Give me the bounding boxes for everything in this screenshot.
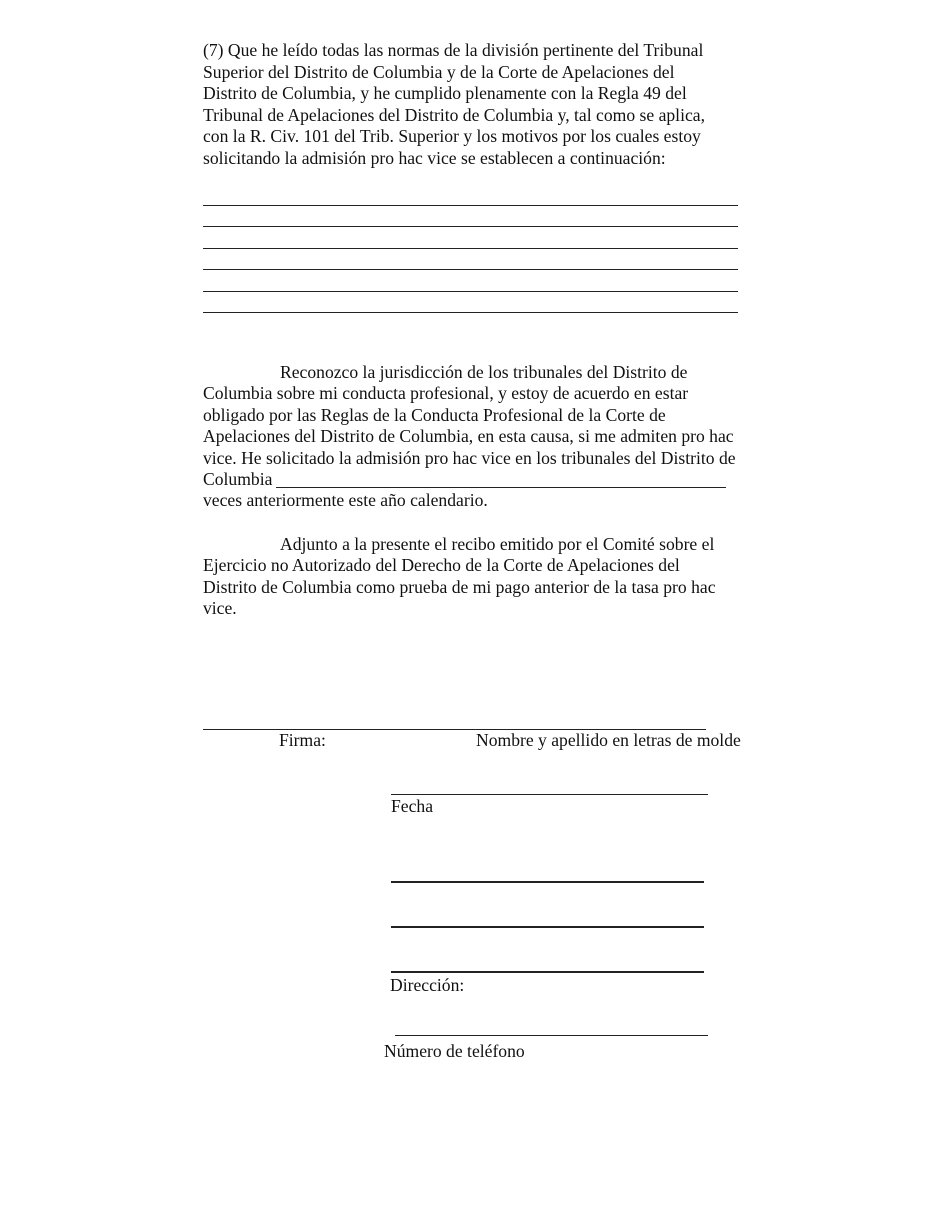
prior-admissions-count-line[interactable] xyxy=(276,487,726,488)
date-line[interactable] xyxy=(391,794,708,795)
receipt-line-3: Distrito de Columbia como prueba de mi pago anterior de la tasa pro hac xyxy=(203,577,716,597)
reason-blank-line-5[interactable] xyxy=(203,291,738,292)
jurisdiction-line-7: veces anteriormente este año calendario. xyxy=(203,490,488,510)
jurisdiction-line-6: Columbia xyxy=(203,469,273,489)
reason-blank-line-4[interactable] xyxy=(203,269,738,270)
address-line-3[interactable] xyxy=(391,971,704,973)
address-line-2[interactable] xyxy=(391,926,704,928)
jurisdiction-line-4: Apelaciones del Distrito de Columbia, en esta causa, si me admiten pro hac xyxy=(203,426,734,446)
reason-blank-line-3[interactable] xyxy=(203,248,738,249)
receipt-line-1: Adjunto a la presente el recibo emitido por el Comité sobre el xyxy=(280,534,715,554)
jurisdiction-line-3: obligado por las Reglas de la Conducta Profesional de la Corte de xyxy=(203,405,666,425)
section7-line-5: con la R. Civ. 101 del Trib. Superior y los motivos por los cuales estoy xyxy=(203,126,701,146)
address-line-1[interactable] xyxy=(391,881,704,883)
section7-line-3: Distrito de Columbia, y he cumplido plenamente con la Regla 49 del xyxy=(203,83,687,103)
section7-line-1: (7) Que he leído todas las normas de la división pertinente del Tribunal xyxy=(203,40,704,60)
receipt-line-4: vice. xyxy=(203,598,237,618)
section7-line-2: Superior del Distrito de Columbia y de la Corte de Apelaciones del xyxy=(203,62,675,82)
phone-label: Número de teléfono xyxy=(384,1041,525,1061)
date-label: Fecha xyxy=(391,796,434,816)
reason-blank-line-6[interactable] xyxy=(203,312,738,313)
reason-blank-line-1[interactable] xyxy=(203,205,738,206)
reason-blank-line-2[interactable] xyxy=(203,226,738,227)
receipt-line-2: Ejercicio no Autorizado del Derecho de la Corte de Apelaciones del xyxy=(203,555,680,575)
phone-line[interactable] xyxy=(395,1035,708,1036)
jurisdiction-line-1: Reconozco la jurisdicción de los tribunales del Distrito de xyxy=(280,362,688,382)
signature-label: Firma: xyxy=(279,730,326,750)
section7-line-6: solicitando la admisión pro hac vice se establecen a continuación: xyxy=(203,148,666,168)
address-label: Dirección: xyxy=(390,975,465,995)
jurisdiction-line-2: Columbia sobre mi conducta profesional, y estoy de acuerdo en estar xyxy=(203,383,689,403)
printed-name-label: Nombre y apellido en letras de molde xyxy=(476,730,741,750)
section7-line-4: Tribunal de Apelaciones del Distrito de Columbia y, tal como se aplica, xyxy=(203,105,705,125)
jurisdiction-line-5: vice. He solicitado la admisión pro hac vice en los tribunales del Distrito de xyxy=(203,448,736,468)
